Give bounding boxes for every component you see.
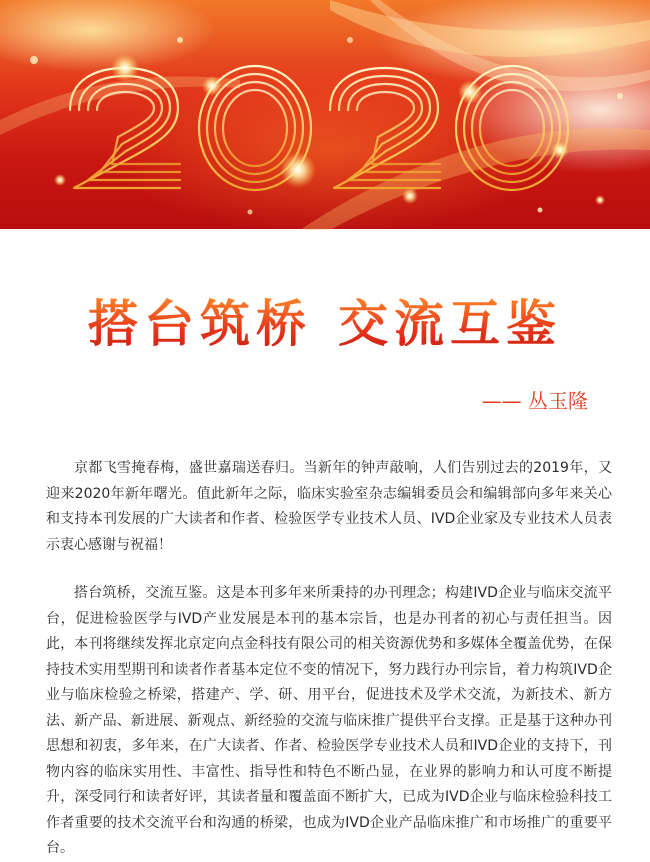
new-year-banner xyxy=(0,0,650,229)
article-author: —— 丛玉隆 xyxy=(481,389,588,413)
paragraph-greeting: 京都飞雪掩春梅，盛世嘉瑞送春归。当新年的钟声敲响，人们告别过去的2019年，又迎来2020年新年曙光。值此新年之际，临床实验室杂志编辑委员会和编辑部向多年来关心和支持本刊发展的广大读者和作者、检验医学专业技术人员、IVD企业家及专业技术人员表示衷心感谢与祝福！ xyxy=(46,460,612,553)
banner-artwork xyxy=(0,0,650,229)
article-title xyxy=(0,294,650,354)
article-title-part-1: 搭台筑桥 xyxy=(88,294,312,353)
light-streaks xyxy=(0,0,650,230)
article-title-part-2: 交流互鉴 xyxy=(338,294,562,353)
paragraph-mission: 搭台筑桥，交流互鉴。这是本刊多年来所秉持的办刊理念；构建IVD企业与临床交流平台，促进检验医学与IVD产业发展是本刊的基本宗旨，也是办刊者的初心与责任担当。因此，本刊将继续发挥北京定向点金科技有限公司的相关资源优势和多媒体全覆盖优势，在保持技术实用型期刊和读者作者基本定位不变的情况下，努力践行办刊宗旨，着力构筑IVD企业与临床检验之桥梁，搭建产、学、研、用平台，促进技术及学术交流，为新技术、新方法、新产品、新进展、新观点、新经验的交流与临床推广提供平台支撑。正是基于这种办刊思想和初衷，多年来，在广大读者、作者、检验医学专业技术人员和IVD企业的支持下，刊物内容的临床实用性、丰富性、指导性和特色不断凸显，在业界的影响力和认可度不断提升，深受同行和读者好评，其读者量和覆盖面不断扩大，已成为IVD企业与临床检验科技工作者重要的技术交流平台和沟通的桥梁，也成为IVD企业产品临床推广和市场推广的重要平台。 xyxy=(46,585,612,856)
